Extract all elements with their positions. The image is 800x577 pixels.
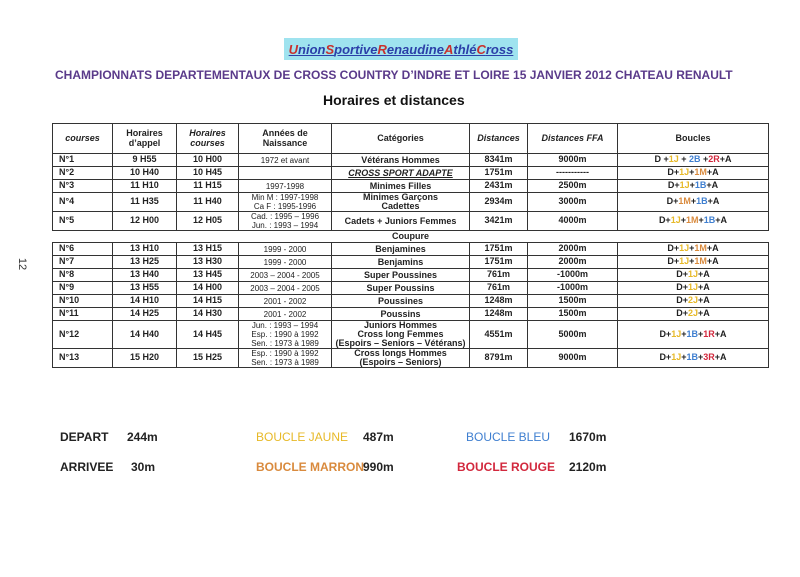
loop-segment: 1J <box>679 256 690 267</box>
category-line: Cross long Femmes <box>357 329 444 339</box>
birth-years-line: Sen. : 1973 à 1989 <box>251 339 319 348</box>
loop-segment: D+ <box>667 256 680 267</box>
club-banner <box>284 38 518 60</box>
table-row <box>53 282 769 295</box>
birth-years <box>239 349 332 368</box>
race-time: 14 H00 <box>177 282 239 295</box>
birth-years <box>239 295 332 308</box>
header-boucles: Boucles <box>618 124 769 154</box>
category-line: Vétérans Hommes <box>361 154 440 165</box>
loops <box>618 269 769 282</box>
distance-ffa: 2500m <box>528 180 618 193</box>
table-row <box>53 167 769 180</box>
loop-segment: D+ <box>659 352 672 363</box>
course-number: N°5 <box>53 212 113 231</box>
distance: 4551m <box>470 321 528 349</box>
birth-years-line: 2001 - 2002 <box>263 296 307 306</box>
loops <box>618 180 769 193</box>
distance-ffa: 9000m <box>528 349 618 368</box>
distance: 1751m <box>470 243 528 256</box>
category <box>332 243 470 256</box>
birth-years <box>239 154 332 167</box>
call-time: 10 H40 <box>113 167 177 180</box>
loop-segment: +A <box>715 215 728 226</box>
birth-years <box>239 321 332 349</box>
birth-years-line: 1999 - 2000 <box>263 244 307 254</box>
loop-segment: 1M <box>694 256 707 267</box>
header-categories: Catégories <box>332 124 470 154</box>
call-time: 14 H25 <box>113 308 177 321</box>
category-line: CROSS SPORT ADAPTE <box>348 167 453 178</box>
table-header-row <box>53 124 769 154</box>
table-row <box>53 193 769 212</box>
loop-segment: 1B <box>703 215 716 226</box>
distance: 761m <box>470 282 528 295</box>
loop-segment: 1J <box>671 352 682 363</box>
distance: 1248m <box>470 295 528 308</box>
birth-years <box>239 212 332 231</box>
distance: 2934m <box>470 193 528 212</box>
course-number: N°1 <box>53 154 113 167</box>
loops <box>618 308 769 321</box>
loop-segment: 2R <box>708 154 720 165</box>
loop-segment: + <box>689 180 695 191</box>
boucle-marron-label: BOUCLE MARRON <box>256 460 364 474</box>
loop-segment: D+ <box>676 308 688 319</box>
distance: 8341m <box>470 154 528 167</box>
category-line: Benjamines <box>375 243 426 254</box>
loop-segment: 1J <box>687 282 698 293</box>
category-line: Poussines <box>377 295 424 306</box>
loop-segment: 3R <box>703 352 715 363</box>
loop-segment: D + <box>654 154 669 165</box>
loop-segment: + <box>700 154 709 165</box>
loop-segment: 1B <box>696 196 708 207</box>
race-time: 11 H15 <box>177 180 239 193</box>
birth-years-line: Ca F : 1995-1996 <box>253 202 317 211</box>
loop-segment: + <box>689 243 695 254</box>
loop-segment: 1J <box>679 167 690 178</box>
distance: 1751m <box>470 167 528 180</box>
club-name-segment: S <box>325 41 335 57</box>
birth-years <box>239 256 332 269</box>
loop-segment: 1J <box>668 154 679 165</box>
loop-segment: 2J <box>687 295 698 306</box>
club-name-segment: A <box>443 41 454 57</box>
loop-segment: + <box>698 215 704 226</box>
category-line: Minimes Filles <box>369 180 432 191</box>
loop-segment: + <box>698 328 704 339</box>
category-line: Cross longs Hommes <box>354 348 447 358</box>
category <box>332 154 470 167</box>
category-line: (Espoirs – Seniors) <box>359 357 442 367</box>
loop-segment: 2J <box>687 308 698 319</box>
birth-years-line: Jun. : 1993 – 1994 <box>251 221 319 230</box>
race-time: 14 H15 <box>177 295 239 308</box>
race-time: 13 H45 <box>177 269 239 282</box>
course-number: N°12 <box>53 321 113 349</box>
loop-segment: +A <box>706 180 719 191</box>
race-time: 10 H00 <box>177 154 239 167</box>
schedule-table <box>52 123 769 368</box>
distance-ffa: ----------- <box>528 167 618 180</box>
table-row <box>53 308 769 321</box>
birth-years <box>239 269 332 282</box>
club-name-segment: enaudine <box>386 41 444 57</box>
loop-segment: 1J <box>687 269 698 280</box>
distance-ffa: 2000m <box>528 243 618 256</box>
table-row <box>53 321 769 349</box>
header-annees: Années de Naissance <box>239 124 332 154</box>
birth-years-line: Cad. : 1995 – 1996 <box>250 212 320 221</box>
table-row <box>53 243 769 256</box>
distance: 761m <box>470 269 528 282</box>
category <box>332 256 470 269</box>
distance: 1751m <box>470 256 528 269</box>
category-line: Super Poussines <box>363 269 438 280</box>
loop-segment: +A <box>714 352 727 363</box>
birth-years <box>239 282 332 295</box>
loop-segment: D+ <box>667 167 680 178</box>
club-name-segment: ross <box>485 41 514 57</box>
course-number: N°10 <box>53 295 113 308</box>
loops <box>618 167 769 180</box>
table-row <box>53 212 769 231</box>
loop-segment: 1M <box>678 196 691 207</box>
loop-segment: D+ <box>676 269 688 280</box>
boucle-jaune-value: 487m <box>363 430 394 444</box>
birth-years-line: Esp. : 1990 à 1992 <box>251 349 319 358</box>
course-number: N°2 <box>53 167 113 180</box>
loop-segment: +A <box>698 295 710 306</box>
loops <box>618 282 769 295</box>
loop-segment: +A <box>719 154 732 165</box>
birth-years <box>239 193 332 212</box>
boucle-bleu-value: 1670m <box>569 430 607 444</box>
course-number: N°9 <box>53 282 113 295</box>
distance-ffa: 2000m <box>528 256 618 269</box>
category <box>332 167 470 180</box>
birth-years-line: 2001 - 2002 <box>263 309 307 319</box>
birth-years-line: Sen. : 1973 à 1989 <box>251 358 319 367</box>
table-row <box>53 269 769 282</box>
distance-ffa: 4000m <box>528 212 618 231</box>
loop-segment: 1M <box>685 215 699 226</box>
loop-segment: + <box>678 154 689 165</box>
distance: 1248m <box>470 308 528 321</box>
race-time: 14 H30 <box>177 308 239 321</box>
course-number: N°11 <box>53 308 113 321</box>
race-time: 11 H40 <box>177 193 239 212</box>
course-number: N°8 <box>53 269 113 282</box>
distance-ffa: 3000m <box>528 193 618 212</box>
call-time: 14 H10 <box>113 295 177 308</box>
club-name-segment: R <box>377 41 387 57</box>
category-line: Super Poussins <box>366 282 435 293</box>
category-line: Cadets + Juniors Femmes <box>344 215 457 226</box>
table-row <box>53 154 769 167</box>
loops <box>618 295 769 308</box>
table-row <box>53 256 769 269</box>
loop-segment: 2B <box>688 154 701 165</box>
loop-segment: D+ <box>667 243 680 254</box>
birth-years-line: 1997-1998 <box>265 181 305 191</box>
club-name-segment: U <box>288 41 299 57</box>
course-number: N°3 <box>53 180 113 193</box>
category <box>332 295 470 308</box>
category <box>332 349 470 368</box>
call-time: 9 H55 <box>113 154 177 167</box>
birth-years-line: 1999 - 2000 <box>263 257 307 267</box>
boucle-marron-value: 990m <box>363 460 394 474</box>
category-line: Juniors Hommes <box>363 320 438 330</box>
championship-title: CHAMPIONNATS DEPARTEMENTAUX DE CROSS COUNTRY D’INDRE ET LOIRE 15 JANVIER 2012 CHATEAU RENAULT <box>55 68 733 82</box>
loop-segment: +A <box>706 243 719 254</box>
birth-years <box>239 167 332 180</box>
call-time: 13 H10 <box>113 243 177 256</box>
birth-years <box>239 243 332 256</box>
category <box>332 193 470 212</box>
club-name-segment: thlé <box>453 41 477 57</box>
course-number: N°13 <box>53 349 113 368</box>
birth-years-line: Esp. : 1990 à 1992 <box>251 330 319 339</box>
coupure-label: Coupure <box>53 231 769 243</box>
loops <box>618 256 769 269</box>
birth-years-line: Min M : 1997-1998 <box>251 193 319 202</box>
call-time: 15 H20 <box>113 349 177 368</box>
course-number: N°4 <box>53 193 113 212</box>
header-appel: Horaires d’appel <box>113 124 177 154</box>
course-number: N°6 <box>53 243 113 256</box>
schedule-heading: Horaires et distances <box>323 92 465 108</box>
distance-ffa: 1500m <box>528 308 618 321</box>
loop-segment: +A <box>698 308 710 319</box>
club-name-segment: C <box>476 41 486 57</box>
race-time: 13 H30 <box>177 256 239 269</box>
club-name-segment: portive <box>334 41 378 57</box>
loop-segment: +A <box>706 256 719 267</box>
loop-segment: + <box>690 196 697 207</box>
boucle-bleu-label: BOUCLE BLEU <box>466 430 551 444</box>
distance: 2431m <box>470 180 528 193</box>
loop-segment: D+ <box>658 215 671 226</box>
loop-segment: 1J <box>671 328 682 339</box>
depart-label: DEPART <box>60 430 109 444</box>
header-ffa: Distances FFA <box>528 124 618 154</box>
race-time: 15 H25 <box>177 349 239 368</box>
distance: 3421m <box>470 212 528 231</box>
category <box>332 282 470 295</box>
distance-ffa: 5000m <box>528 321 618 349</box>
loop-segment: 1B <box>686 328 698 339</box>
arrivee-label: ARRIVEE <box>60 460 114 474</box>
category <box>332 321 470 349</box>
loop-segment: +A <box>707 196 720 207</box>
race-time: 12 H05 <box>177 212 239 231</box>
distance-ffa: -1000m <box>528 282 618 295</box>
birth-years <box>239 308 332 321</box>
loop-segment: D+ <box>667 180 680 191</box>
loop-segment: D+ <box>659 328 672 339</box>
loop-segment: + <box>698 352 704 363</box>
loop-segment: +A <box>698 282 710 293</box>
loop-segment: + <box>681 328 687 339</box>
club-name-segment: nion <box>298 41 326 57</box>
loops <box>618 154 769 167</box>
call-time: 13 H25 <box>113 256 177 269</box>
loop-segment: + <box>681 352 687 363</box>
call-time: 14 H40 <box>113 321 177 349</box>
header-distances: Distances <box>470 124 528 154</box>
distance: 8791m <box>470 349 528 368</box>
category-line: Poussins <box>380 308 421 319</box>
loop-segment: + <box>680 215 686 226</box>
category <box>332 269 470 282</box>
birth-years-line: 2003 – 2004 - 2005 <box>250 270 320 280</box>
category <box>332 212 470 231</box>
boucle-rouge-label: BOUCLE ROUGE <box>457 460 556 474</box>
loop-segment: D+ <box>676 295 688 306</box>
distance-ffa: 1500m <box>528 295 618 308</box>
boucle-rouge-value: 2120m <box>569 460 607 474</box>
race-time: 13 H15 <box>177 243 239 256</box>
call-time: 12 H00 <box>113 212 177 231</box>
birth-years <box>239 180 332 193</box>
table-row <box>53 180 769 193</box>
boucle-jaune-label: BOUCLE JAUNE <box>256 430 349 444</box>
loops <box>618 212 769 231</box>
table-row <box>53 349 769 368</box>
category-line: (Espoirs – Seniors – Vétérans) <box>335 338 466 348</box>
loop-segment: 1J <box>670 215 681 226</box>
loop-segment: + <box>689 167 695 178</box>
loop-segment: 1M <box>694 167 707 178</box>
loop-segment: 1B <box>694 180 707 191</box>
distance-ffa: -1000m <box>528 269 618 282</box>
loop-segment: 1B <box>686 352 698 363</box>
race-time: 10 H45 <box>177 167 239 180</box>
distance-ffa: 9000m <box>528 154 618 167</box>
loop-segment: + <box>689 256 695 267</box>
loops <box>618 321 769 349</box>
birth-years-line: 2003 – 2004 - 2005 <box>250 283 320 293</box>
loop-segment: +A <box>714 328 727 339</box>
category-line: Cadettes <box>381 201 420 211</box>
loop-segment: 1J <box>679 243 690 254</box>
loops <box>618 243 769 256</box>
call-time: 13 H40 <box>113 269 177 282</box>
header-courses: courses <box>53 124 113 154</box>
page-number: 12 <box>16 257 29 271</box>
loop-segment: +A <box>706 167 719 178</box>
category-line: Minimes Garçons <box>362 192 439 202</box>
call-time: 13 H55 <box>113 282 177 295</box>
depart-value: 244m <box>127 430 158 444</box>
course-number: N°7 <box>53 256 113 269</box>
loops <box>618 193 769 212</box>
call-time: 11 H10 <box>113 180 177 193</box>
race-time: 14 H45 <box>177 321 239 349</box>
loop-segment: +A <box>698 269 710 280</box>
call-time: 11 H35 <box>113 193 177 212</box>
loop-segment: D+ <box>676 282 688 293</box>
arrivee-value: 30m <box>131 460 156 474</box>
loop-segment: 1J <box>679 180 690 191</box>
coupure-row <box>53 231 769 243</box>
category <box>332 308 470 321</box>
birth-years-line: Jun. : 1993 – 1994 <box>251 321 319 330</box>
loop-segment: 1R <box>703 328 715 339</box>
loop-segment: D+ <box>666 196 679 207</box>
category <box>332 180 470 193</box>
category-line: Benjamins <box>377 256 424 267</box>
header-horaire: Horaires courses <box>177 124 239 154</box>
birth-years-line: 1972 et avant <box>260 155 310 165</box>
loops <box>618 349 769 368</box>
table-row <box>53 295 769 308</box>
loop-segment: 1M <box>694 243 707 254</box>
